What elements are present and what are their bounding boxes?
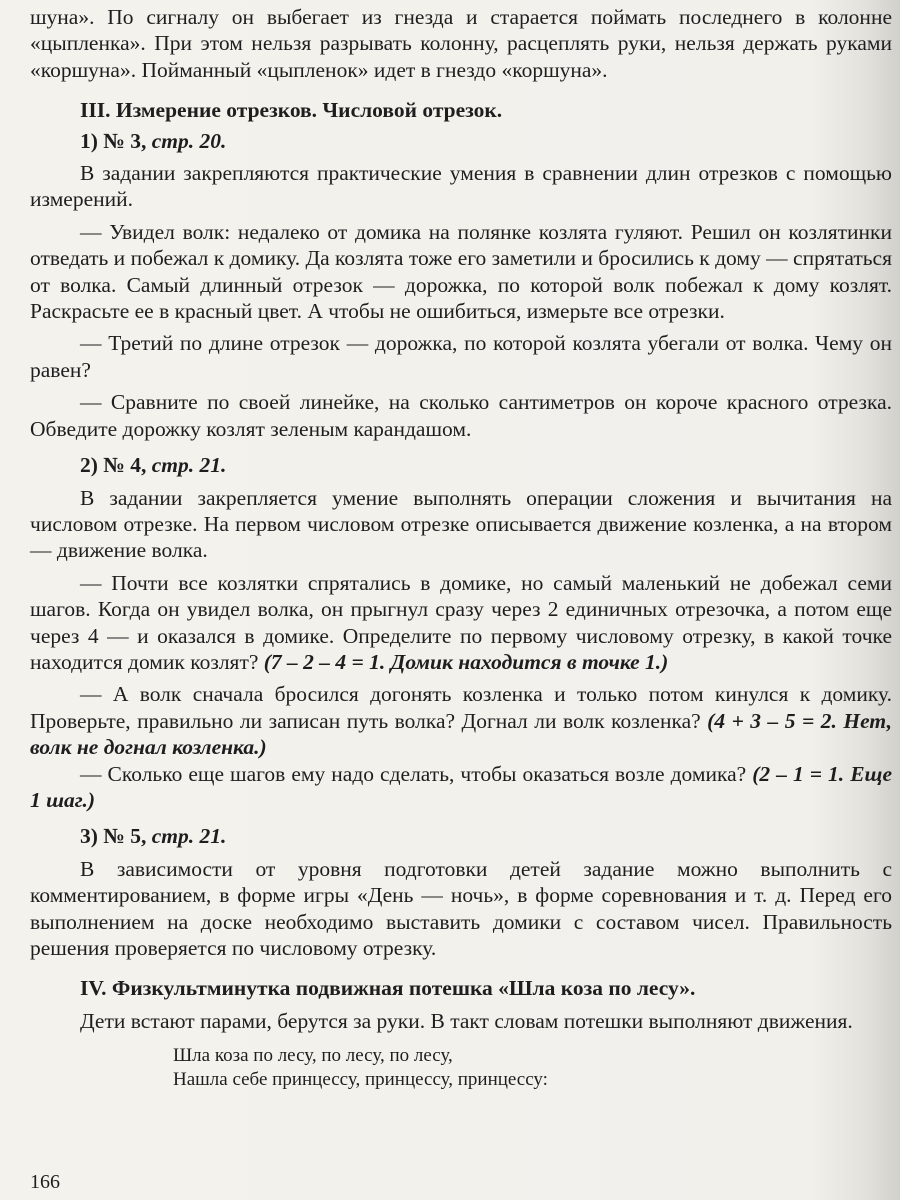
paragraph-text: — А волк сначала бросился догонять козленка и только потом кинулся к домику. Проверьте, правильно ли записан путь волка? Догнал ли волк козленка? [30, 682, 892, 733]
poem-line: Нашла себе принцессу, принцессу, принцессу: [173, 1069, 548, 1091]
page-number: 166 [30, 1171, 60, 1193]
page-content [30, 4, 892, 1092]
paragraph: шуна». По сигналу он выбегает из гнезда и старается поймать последнего в колонне «цыпленка». При этом нельзя разрывать колонну, расцеплять руки, нельзя держать руками «коршуна». Пойманный «цыпленок» идет в гнездо «коршуна». [30, 5, 892, 82]
exercise-page: стр. 21. [151, 453, 227, 478]
answer-text: (2 – 1 = 1. Еще 1 шаг.) [30, 761, 893, 812]
answer-text: (7 – 2 – 4 = 1. Домик находится в точке 1.) [263, 649, 669, 674]
paragraph: В задании закрепляются практические умения в сравнении длин отрезков с помощью измерений. [30, 161, 892, 212]
answer-text: (4 + 3 – 5 = 2. Нет, волк не догнал козленка.) [30, 708, 892, 760]
section-heading-3: III. Измерение отрезков. Числовой отрезок. [80, 98, 503, 123]
paragraph: — Третий по длине отрезок — дорожка, по которой козлята убегали от волка. Чему он равен? [30, 331, 892, 382]
paragraph [30, 761, 892, 814]
paragraph: — Увидел волк: недалеко от домика на полянке козлята гуляют. Решил он козлятинки отведать и побежал к домику. Да козлята тоже его заметили и бросились к дому — спрятаться от волка. Самый длинный отрезок — дорожка, по которой волк побежал к дому козлят. Раскрасьте ее в красный цвет. А чтобы не ошибиться, измерьте все отрезки. [30, 219, 892, 324]
poem [30, 1044, 892, 1092]
exercise-number: 3) № 5, [80, 824, 147, 849]
paragraph [30, 681, 892, 760]
exercise-number: 2) № 4, [80, 453, 147, 478]
subsection-heading-2 [30, 452, 892, 478]
paragraph: Дети встают парами, берутся за руки. В такт словам потешки выполняют движения. [80, 1008, 853, 1033]
paragraph-text: — Почти все козлятки спрятались в домике, но самый маленький не добежал семи шагов. Когда он увидел волка, он прыгнул сразу через 2 единичных отрезочка, а потом еще через 4 — и оказался в домике. Определите по первому числовому отрезку, в какой точке находится домик козлят? [30, 570, 892, 674]
paragraph: — Сравните по своей линейке, на сколько сантиметров он короче красного отрезка. Обведите дорожку козлят зеленым карандашом. [30, 390, 892, 441]
section-heading-4: IV. Физкультминутка подвижная потешка «Шла коза по лесу». [80, 976, 696, 1001]
paragraph: В зависимости от уровня подготовки детей задание можно выполнить с комментированием, в форме игры «День — ночь», в форме соревнования и т. д. Перед его выполнением на доске необходимо выставить домики с составом чисел. Правильность решения проверяется по числовому отрезку. [30, 856, 892, 960]
subsection-heading-1 [30, 128, 892, 154]
exercise-page: стр. 21. [151, 824, 227, 849]
paragraph [30, 570, 892, 676]
paragraph: В задании закрепляется умение выполнять операции сложения и вычитания на числовом отрезке. На первом числовом отрезке описывается движение козленка, а на втором — движение волка. [30, 485, 892, 563]
poem-line: Шла коза по лесу, по лесу, по лесу, [173, 1045, 453, 1067]
paragraph-text: — Сколько еще шагов ему надо сделать, чтобы оказаться возле домика? [80, 761, 747, 786]
exercise-number: 1) № 3, [80, 128, 147, 153]
subsection-heading-3 [30, 823, 892, 849]
exercise-page: стр. 20. [151, 128, 227, 153]
